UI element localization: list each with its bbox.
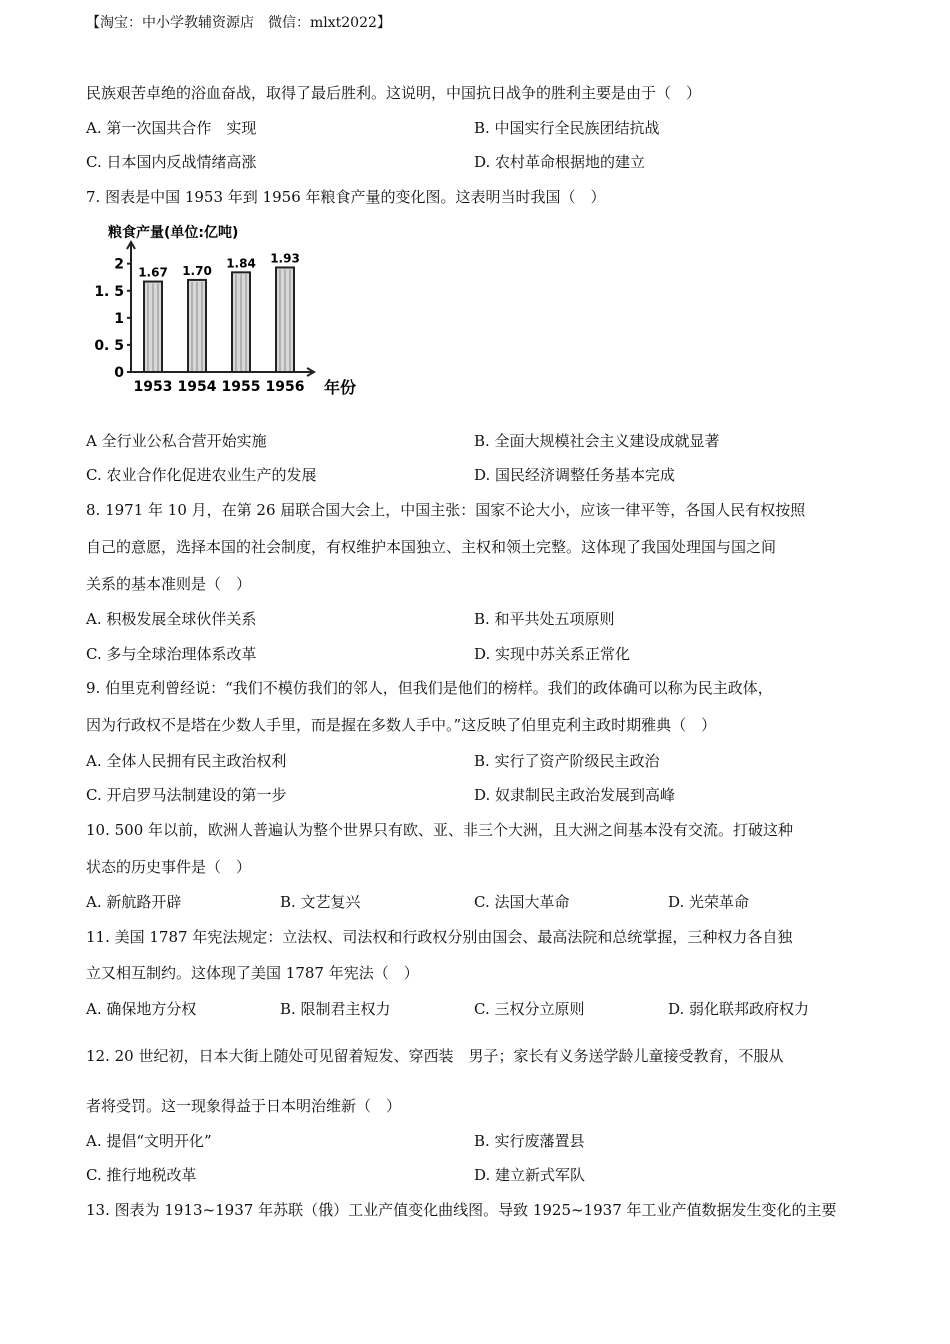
q8-stem-line-1: 8. 1971 年 10 月，在第 26 届联合国大会上，中国主张：国家不论大小，应该一律平等，各国人民有权按照 xyxy=(86,501,806,519)
q7-stem: 7. 图表是中国 1953 年到 1956 年粮食产量的变化图。这表明当时我国（ ） xyxy=(86,188,606,206)
q12-stem-line-1: 12. 20 世纪初，日本大街上随处可见留着短发、穿西装 男子；家长有义务送学龄儿童接受教育，不服从 xyxy=(86,1047,784,1065)
q8-stem-line-3: 关系的基本准则是（ ） xyxy=(86,575,252,593)
q11-stem-line-1: 11. 美国 1787 年宪法规定：立法权、司法权和行政权分别由国会、最高法院和总统掌握，三种权力各自独 xyxy=(86,928,793,946)
bar-value-label: 1.84 xyxy=(226,256,256,271)
q12-option-c: C. 推行地税改革 xyxy=(86,1166,197,1184)
q9-option-c: C. 开启罗马法制建设的第一步 xyxy=(86,786,287,804)
q7-option-b: B. 全面大规模社会主义建设成就显著 xyxy=(474,432,720,450)
q10-option-a: A. 新航路开辟 xyxy=(86,893,182,911)
bar-value-label: 1.93 xyxy=(270,251,300,266)
q10-option-c: C. 法国大革命 xyxy=(474,893,570,911)
q7-option-c: C. 农业合作化促进农业生产的发展 xyxy=(86,466,317,484)
y-tick-label: 1 xyxy=(114,310,124,327)
x-tick-label: 1954 xyxy=(177,379,217,395)
q9-stem-line-1: 9. 伯里克利曾经说：“我们不模仿我们的邻人，但我们是他们的榜样。我们的政体确可以称为民主政体， xyxy=(86,679,773,697)
q9-option-a: A. 全体人民拥有民主政治权利 xyxy=(86,752,287,770)
x-tick-label: 1956 xyxy=(265,379,305,395)
q11-option-d: D. 弱化联邦政府权力 xyxy=(668,1000,810,1018)
q6-option-d: D. 农村革命根据地的建立 xyxy=(474,153,646,171)
page-header: 【淘宝：中小学教辅资源店 微信：mlxt2022】 xyxy=(86,15,391,31)
q8-option-b: B. 和平共处五项原则 xyxy=(474,610,615,628)
q12-option-b: B. 实行废藩置县 xyxy=(474,1132,585,1150)
q10-option-d: D. 光荣革命 xyxy=(668,893,750,911)
y-tick-label: 2 xyxy=(114,256,124,273)
q7-option-a: A 全行业公私合营开始实施 xyxy=(86,432,267,450)
q9-option-d: D. 奴隶制民主政治发展到高峰 xyxy=(474,786,676,804)
q7-option-d: D. 国民经济调整任务基本完成 xyxy=(474,466,676,484)
y-tick-label: 0. 5 xyxy=(94,337,124,354)
q12-option-a: A. 提倡“文明开化” xyxy=(86,1132,212,1150)
q10-option-b: B. 文艺复兴 xyxy=(280,893,361,911)
q9-stem-line-2: 因为行政权不是塔在少数人手里，而是握在多数人手中。”这反映了伯里克利主政时期雅典（ ） xyxy=(86,716,717,734)
q13-stem: 13. 图表为 1913~1937 年苏联（俄）工业产值变化曲线图。导致 1925~1937 年工业产值数据发生变化的主要 xyxy=(86,1201,837,1219)
x-tick-label: 1955 xyxy=(221,379,261,395)
q11-option-b: B. 限制君主权力 xyxy=(280,1000,391,1018)
q12-option-d: D. 建立新式军队 xyxy=(474,1166,586,1184)
q10-stem-line-1: 10. 500 年以前，欧洲人普遍认为整个世界只有欧、亚、非三个大洲，且大洲之间基本没有交流。打破这种 xyxy=(86,821,794,839)
q8-option-a: A. 积极发展全球伙伴关系 xyxy=(86,610,257,628)
q9-option-b: B. 实行了资产阶级民主政治 xyxy=(474,752,660,770)
q11-option-c: C. 三权分立原则 xyxy=(474,1000,585,1018)
q6-option-a: A. 第一次国共合作 实现 xyxy=(86,119,257,137)
q6-option-b: B. 中国实行全民族团结抗战 xyxy=(474,119,660,137)
bar-value-label: 1.70 xyxy=(182,263,212,278)
q6-stem: 民族艰苦卓绝的浴血奋战，取得了最后胜利。这说明，中国抗日战争的胜利主要是由于（ ） xyxy=(86,84,702,102)
q11-option-a: A. 确保地方分权 xyxy=(86,1000,197,1018)
q11-stem-line-2: 立又相互制约。这体现了美国 1787 年宪法（ ） xyxy=(86,964,419,982)
chart-title: 粮食产量(单位:亿吨) xyxy=(108,225,239,241)
x-tick-label: 1953 xyxy=(133,379,173,395)
q8-stem-line-2: 自己的意愿，选择本国的社会制度，有权维护本国独立、主权和领土完整。这体现了我国处理国与国之间 xyxy=(86,538,777,556)
q8-option-c: C. 多与全球治理体系改革 xyxy=(86,645,257,663)
x-axis-label: 年份 xyxy=(324,378,357,397)
y-tick-label: 0 xyxy=(114,365,124,381)
q10-stem-line-2: 状态的历史事件是（ ） xyxy=(86,858,252,876)
bar-value-label: 1.67 xyxy=(138,265,168,280)
y-tick-label: 1. 5 xyxy=(94,283,124,300)
grain-output-bar-chart xyxy=(86,220,376,405)
q8-option-d: D. 实现中苏关系正常化 xyxy=(474,645,631,663)
q12-stem-line-2: 者将受罚。这一现象得益于日本明治维新（ ） xyxy=(86,1097,402,1115)
q6-option-c: C. 日本国内反战情绪高涨 xyxy=(86,153,257,171)
